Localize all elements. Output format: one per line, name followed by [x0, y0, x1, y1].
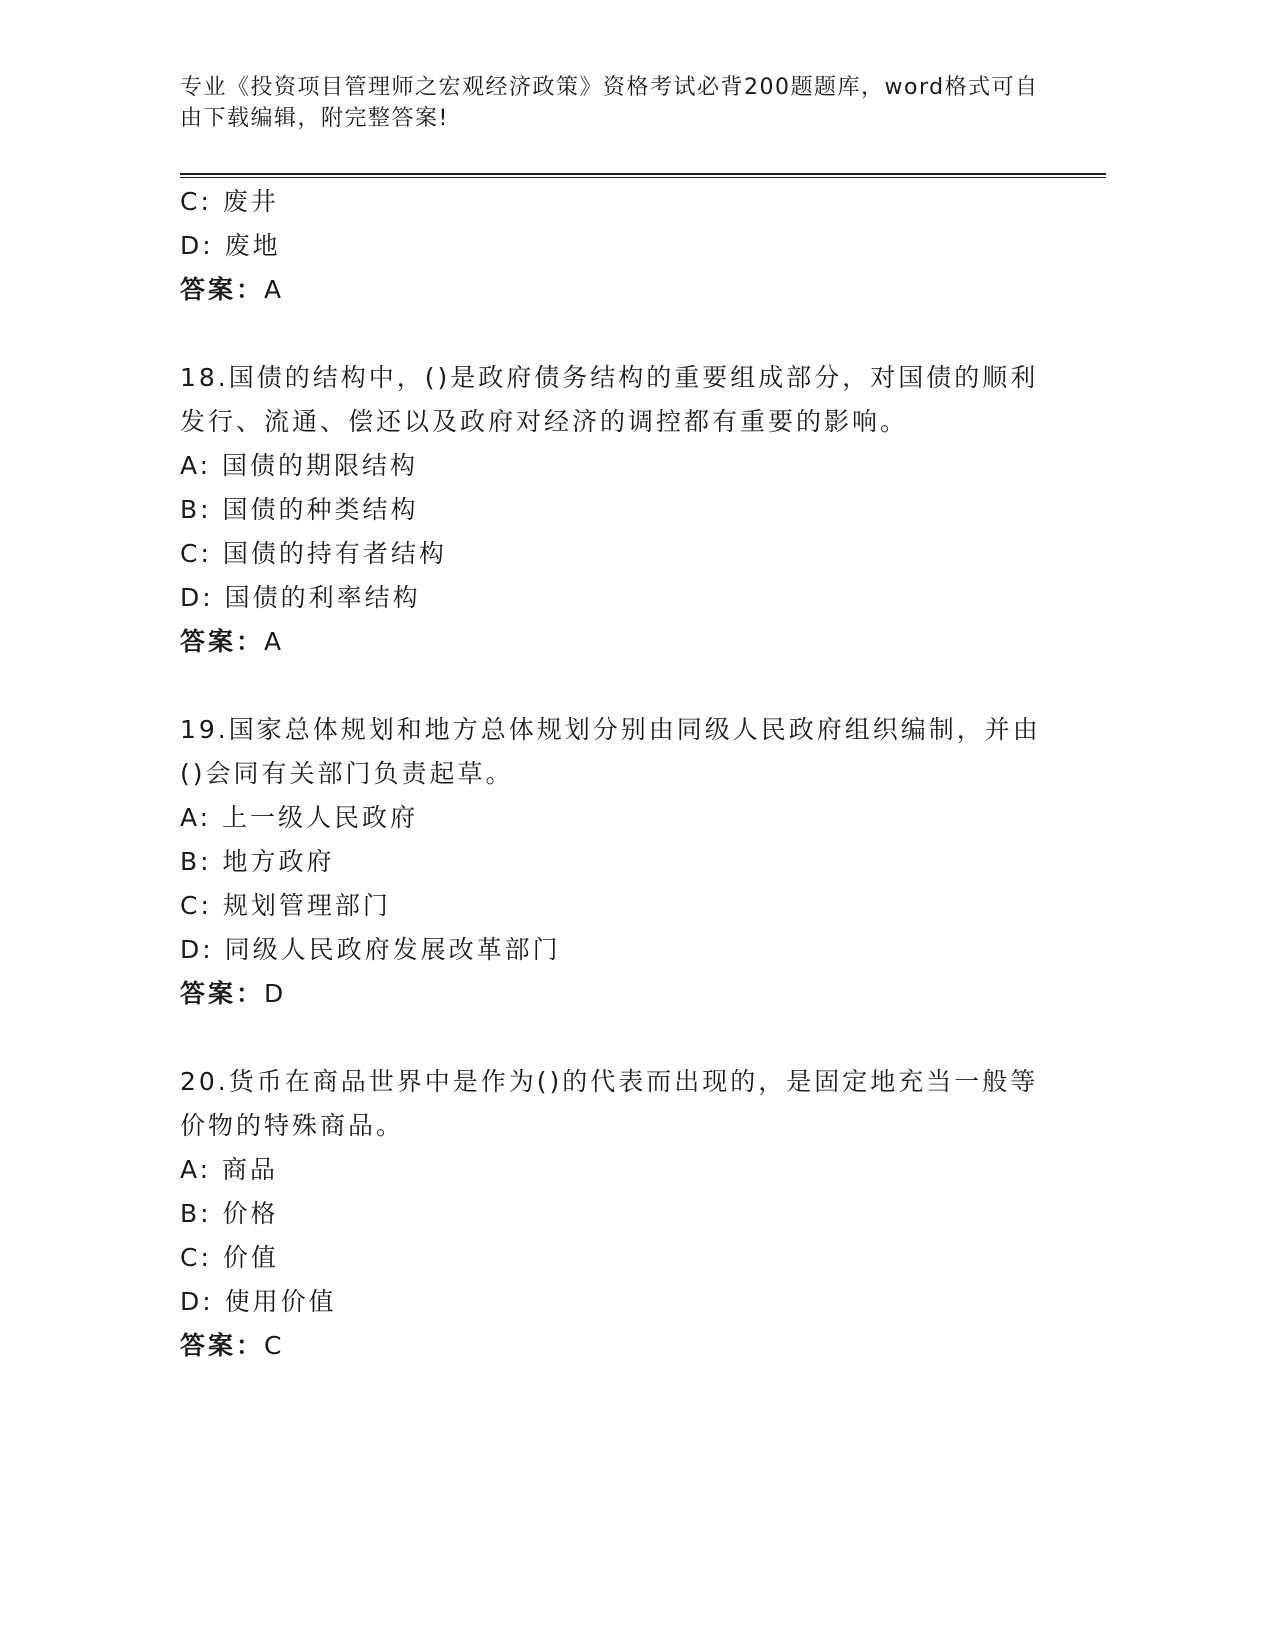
answer-label: 答案：	[180, 979, 265, 1008]
option-b: B: 国债的种类结构	[180, 495, 419, 524]
option-b: B: 地方政府	[180, 847, 335, 876]
answer-value: D	[264, 979, 287, 1008]
option-a: A: 国债的期限结构	[180, 451, 419, 480]
answer-label: 答案：	[180, 1331, 265, 1360]
question-text: 18.国债的结构中，()是政府债务结构的重要组成部分，对国债的顺利发行、流通、偿还以及政府对经济的调控都有重要的影响。	[180, 363, 1039, 436]
question-gap	[180, 1016, 1050, 1060]
option-d: D: 同级人民政府发展改革部门	[180, 935, 561, 964]
answer-value: A	[264, 275, 285, 304]
question-content	[180, 180, 1050, 1368]
option-c: C: 规划管理部门	[180, 891, 391, 920]
page-header: 专业《投资项目管理师之宏观经济政策》资格考试必背200题题库，word格式可自由下载编辑，附完整答案!	[180, 75, 1039, 131]
option-b: B: 价格	[180, 1199, 279, 1228]
question-text: 19.国家总体规划和地方总体规划分别由同级人民政府组织编制，并由()会同有关部门负责起草。	[180, 715, 1041, 788]
option-d: D: 废地	[180, 231, 281, 260]
answer-line	[180, 972, 1050, 1016]
header-divider-thin	[180, 177, 1106, 178]
header-divider-thick	[180, 173, 1106, 175]
answer-value: C	[264, 1331, 285, 1360]
question-18	[180, 356, 1050, 664]
option-d: D: 使用价值	[180, 1287, 337, 1316]
answer-label: 答案：	[180, 275, 265, 304]
option-a: A: 上一级人民政府	[180, 803, 419, 832]
option-c: C: 国债的持有者结构	[180, 539, 447, 568]
answer-line	[180, 620, 1050, 664]
question-gap	[180, 312, 1050, 356]
question-19	[180, 708, 1050, 1016]
answer-line	[180, 1324, 1050, 1368]
option-d: D: 国债的利率结构	[180, 583, 421, 612]
question-text: 20.货币在商品世界中是作为()的代表而出现的，是固定地充当一般等价物的特殊商品。	[180, 1067, 1039, 1140]
option-c: C: 价值	[180, 1243, 279, 1272]
continued-question	[180, 180, 1050, 312]
answer-line	[180, 268, 1050, 312]
question-20	[180, 1060, 1050, 1368]
question-gap	[180, 664, 1050, 708]
option-c: C: 废井	[180, 187, 279, 216]
answer-value: A	[264, 627, 285, 656]
option-a: A: 商品	[180, 1155, 279, 1184]
answer-label: 答案：	[180, 627, 265, 656]
